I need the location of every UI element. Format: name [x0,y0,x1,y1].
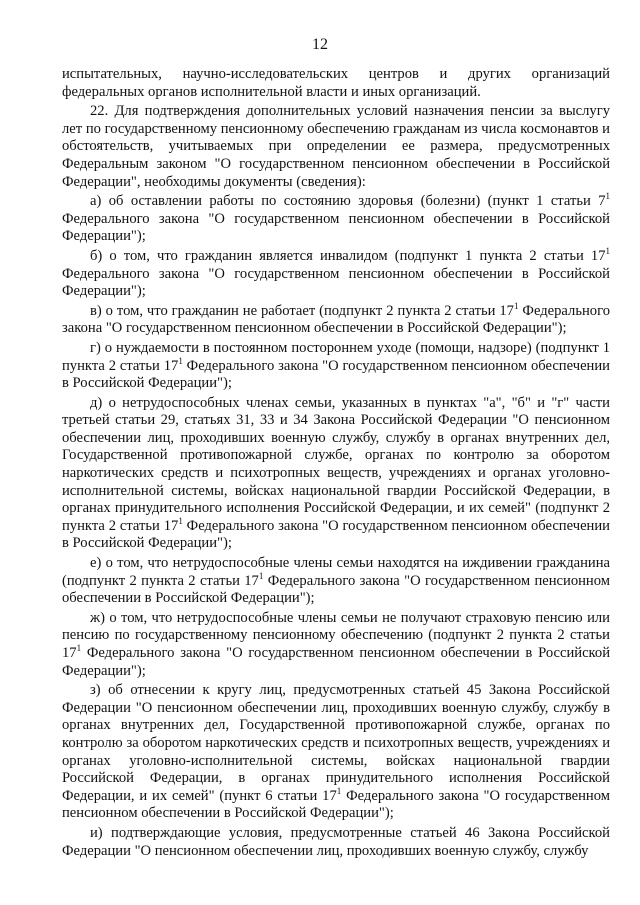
paragraph-text: г) о нуждаемости в постоянном постороннем уходе (помощи, надзоре) (подпункт 1 пункта 2 статьи 17 [62,339,610,374]
paragraph-item-z [62,682,610,823]
superscript-article-index: 1 [336,785,342,796]
page-number: 12 [312,36,328,53]
paragraph-text: д) о нетрудоспособных членах семьи, указанных в пунктах "а", "б" и "г" части третьей статьи 29, статьях 31, 33 и 34 Закона Российской Федерации "О пенсионном обеспечении лиц, проходивших военную службу, службу в органах внутренних дел, Государственной противопожарной службе, органах по контролю за оборотом наркотических средств и психотропных веществ, учреждениях и органах уголовно-исполнительной системы, войсках национальной гвардии Российской Федерации, в органах принудительного исполнения Российской Федерации, и их семей" (подпункт 2 пункта 2 статьи 17 [62,394,610,534]
paragraph-text: испытательных, научно-исследовательских центров и других организаций федеральных органов исполнительной власти и иных организаций. [62,66,610,100]
paragraph-text: Федерального закона "О государственном пенсионном обеспечении в Российской Федерации"); [62,645,610,679]
paragraph-item-i [62,825,610,860]
paragraph-text: Федерального закона "О государственном пенсионном обеспечении в Российской Федерации"); [62,302,611,337]
superscript-article-index: 1 [258,570,264,581]
paragraph-item-d [62,395,610,553]
paragraph-text: а) об оставлении работы по состоянию здоровья (болезни) (пункт 1 статьи 7 [90,193,606,210]
paragraph-item-e [62,555,610,608]
paragraph-item-g [62,340,610,393]
paragraph-item-v [62,300,611,338]
superscript-article-index: 1 [513,300,519,311]
paragraph-continuation [62,66,610,101]
paragraph-text: 22. Для подтверждения дополнительных условий назначения пенсии за выслугу лет по государственному пенсионному обеспечению гражданам из числа космонавтов и обстоятельств, учитываемых при определении ее размера, предусмотренных Федеральным законом "О государственном пенсионном обеспечении в Российской Федерации", необходимы документы (сведения): [62,103,610,190]
paragraph-text: в) о том, что гражданин не работает (подпункт 2 пункта 2 статьи 17 [90,302,514,319]
paragraph-item-b [62,245,610,301]
paragraph-text: Федерального закона "О государственном пенсионном обеспечении в Российской Федерации"); [62,787,610,822]
superscript-article-index: 1 [76,643,82,653]
superscript-article-index: 1 [178,355,183,366]
paragraph-text: и) подтверждающие условия, предусмотренные статьей 46 Закона Российской Федерации "О пенсионном обеспечении лиц, проходивших военную службу, службу [62,824,610,859]
paragraph-text: Федерального закона "О государственном пенсионном обеспечении в Российской Федерации"); [62,517,610,552]
paragraph-item-22 [62,103,610,191]
paragraph-text: Федерального закона "О государственном пенсионном обеспечении в Российской Федерации"); [62,572,610,607]
paragraph-text: ж) о том, что нетрудоспособные члены семьи не получают страховую пенсию или пенсию по государственному пенсионному обеспечению (подпункт 2 пункта 2 статьи 17 [62,609,610,661]
superscript-article-index: 1 [178,515,183,526]
paragraph-text: Федерального закона "О государственном пенсионном обеспечении в Российской Федерации"); [62,210,610,245]
paragraph-text: Федерального закона "О государственном пенсионном обеспечении в Российской Федерации"); [62,357,610,392]
paragraph-text: е) о том, что нетрудоспособные члены семьи находятся на иждивении гражданина (подпункт 2 пункта 2 статьи 17 [62,555,610,589]
superscript-article-index: 1 [605,245,610,256]
document-body [62,66,610,860]
paragraph-text: б) о том, что гражданин является инвалидом (подпункт 1 пункта 2 статьи 17 [90,247,606,264]
paragraph-text: з) об отнесении к кругу лиц, предусмотренных статьей 45 Закона Российской Федерации "О пенсионном обеспечении лиц, проходивших военную службу, службу в органах внутренних дел, Государственной противопожарной службе, органах по контролю за оборотом наркотических средств и психотропных веществ, учреждениях и органах уголовно-исполнительной системы, войсках национальной гвардии Российской Федерации, в органах принудительного исполнения Российской Федерации, и их семей" (пункт 6 статьи 17 [62,682,610,804]
paragraph-item-zh [62,610,610,680]
superscript-article-index: 1 [605,191,610,202]
paragraph-item-a [62,193,610,246]
paragraph-text: Федерального закона "О государственном пенсионном обеспечении в Российской Федерации"); [62,265,610,300]
